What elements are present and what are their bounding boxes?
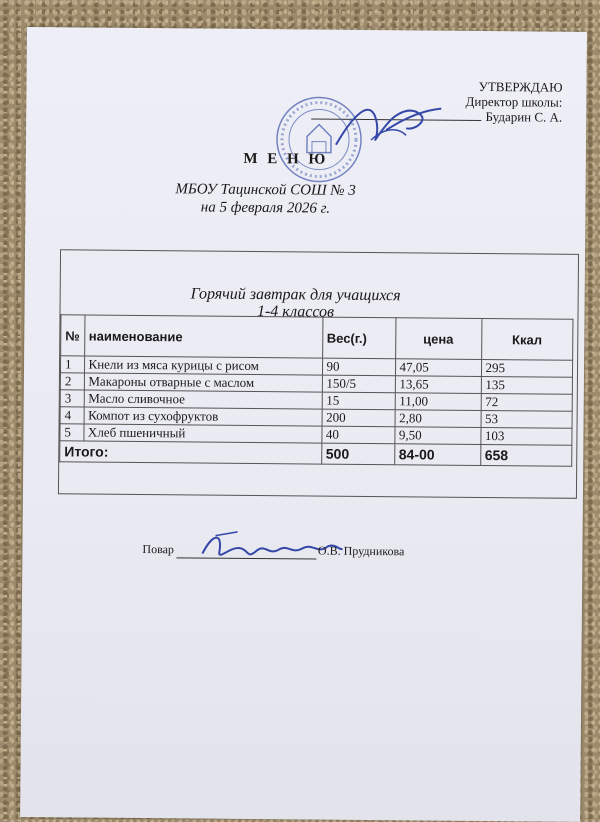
header-price: цена [395,318,481,360]
menu-sheet [20,27,587,822]
cook-block [142,542,404,560]
header-number: № [61,315,85,356]
dish-price: 9,50 [394,427,480,445]
total-kcal: 658 [480,444,572,466]
dish-weight: 40 [321,426,394,444]
total-price: 84-00 [394,444,480,466]
dish-name: Компот из сухофруктов [84,407,322,426]
director-signature-icon [326,90,447,161]
row-number: 5 [60,424,84,441]
row-number: 2 [60,373,84,390]
menu-table [59,314,573,466]
dish-kcal: 53 [481,410,573,428]
school-block [25,179,505,219]
dish-weight: 15 [322,392,395,410]
cook-signature-line [176,542,316,559]
dish-weight: 200 [322,409,395,427]
dish-kcal: 135 [481,376,573,394]
dish-price: 13,65 [395,376,481,394]
approval-position: Директор школы: [465,93,563,110]
page-title: М Е Н Ю [243,150,329,168]
row-number: 4 [60,407,84,424]
table-title-line2: 1-4 классов [256,303,335,321]
dish-price: 2,80 [395,410,481,428]
dish-name: Макароны отварные с маслом [84,373,322,392]
dish-kcal: 72 [481,393,573,411]
row-number: 1 [60,356,84,373]
dish-name: Хлеб пшеничный [83,424,321,443]
menu-date: на 5 февраля 2026 г. [200,199,331,217]
dish-price: 47,05 [395,359,481,377]
total-weight: 500 [321,443,394,465]
total-label: Итого: [60,441,322,464]
dish-kcal: 103 [480,427,572,445]
header-kcal: Ккал [481,318,573,360]
dish-weight: 150/5 [322,375,395,393]
approval-heading: УТВЕРЖДАЮ [478,78,563,95]
cook-label: Повар [142,542,175,557]
header-weight: Вес(г.) [322,317,395,359]
table-title-line1: Горячий завтрак для учащихся [190,285,401,305]
header-name: наименование [84,315,322,358]
dish-name: Масло сливочное [84,390,322,409]
dish-kcal: 295 [481,359,573,377]
approval-name: Бударин С. А. [485,109,563,125]
row-number: 3 [60,390,84,407]
cook-name: О.В. Прудникова [317,543,405,559]
dish-name: Кнели из мяса курицы с рисом [84,356,322,375]
table-header-row [61,315,573,360]
dish-weight: 90 [322,358,395,376]
dish-price: 11,00 [395,393,481,411]
menu-frame [58,249,579,499]
total-row [60,441,572,466]
school-name: МБОУ Тацинской СОШ № 3 [175,181,356,199]
